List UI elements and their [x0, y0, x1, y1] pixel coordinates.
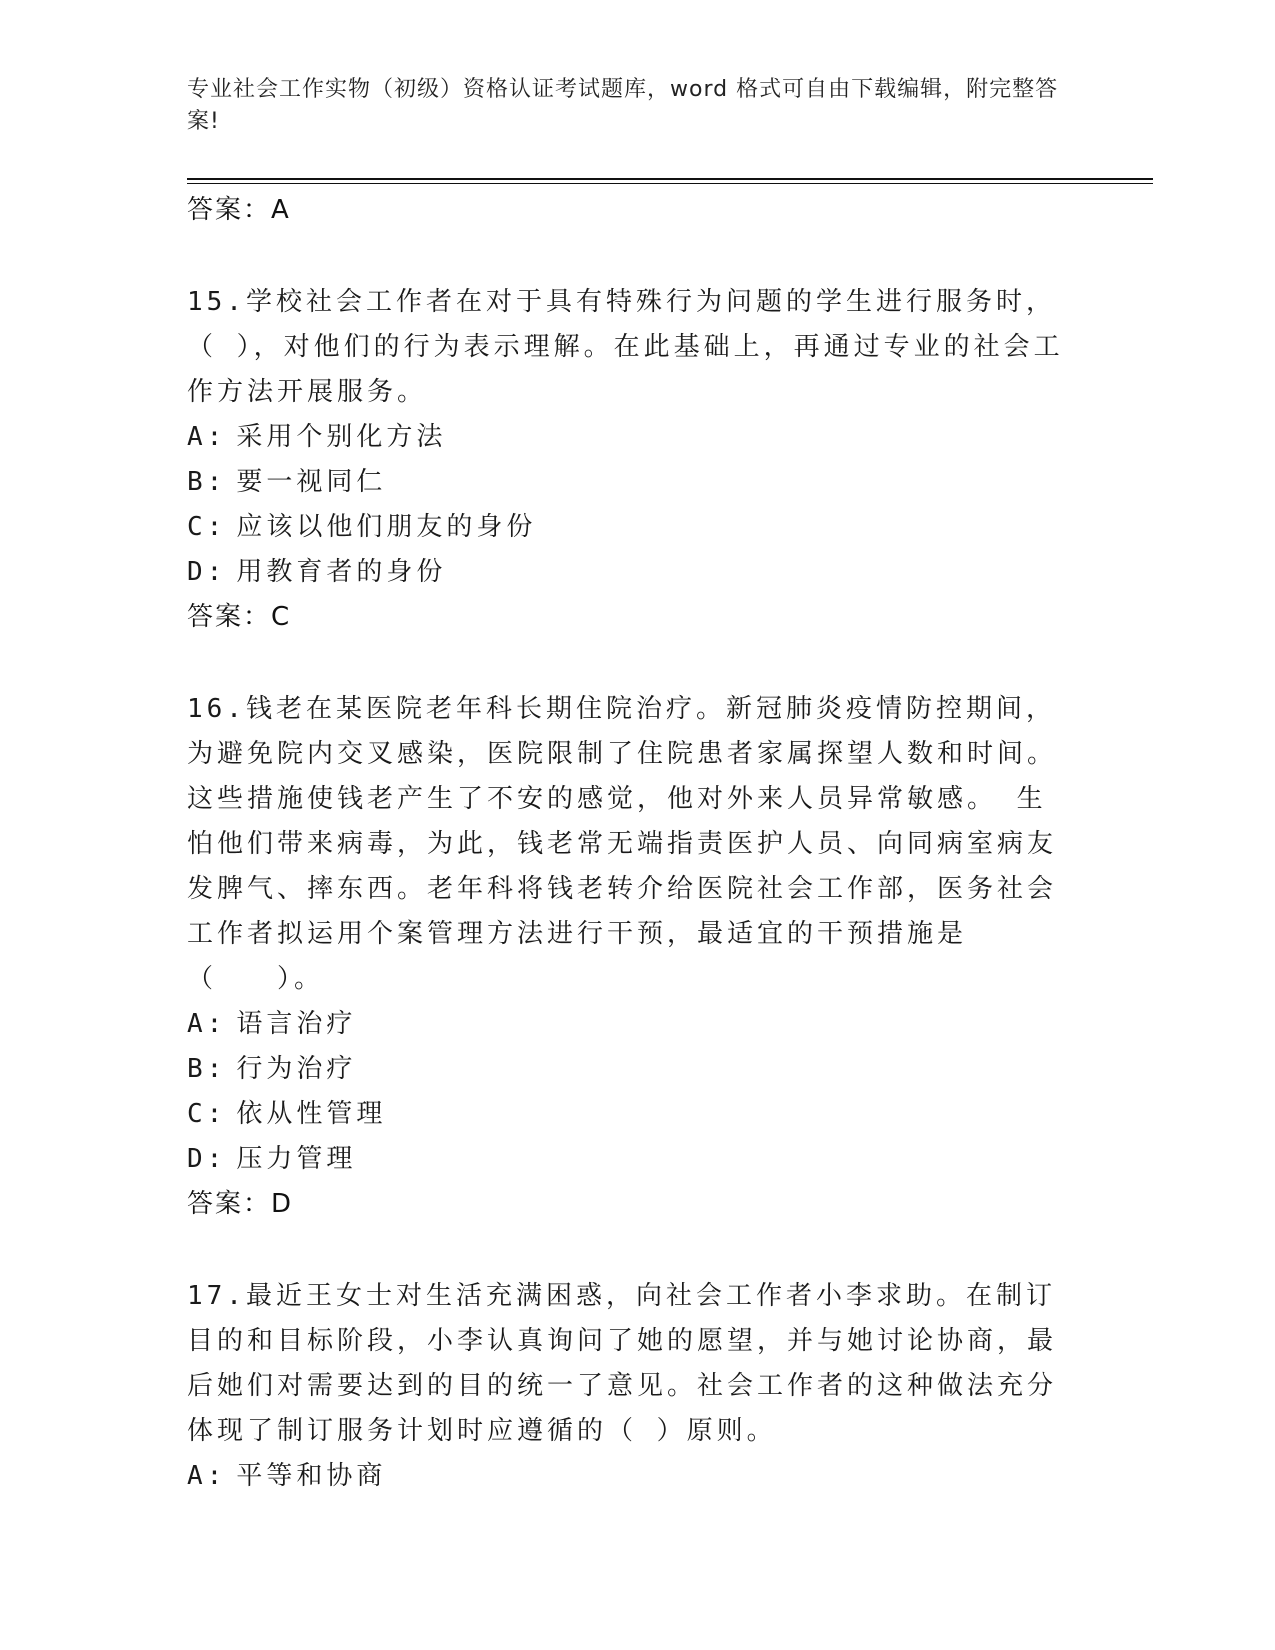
question-text: 16.钱老在某医院老年科长期住院治疗。新冠肺炎疫情防控期间，为避免院内交叉感染，医院限制了住院患者家属探望人数和时间。这些措施使钱老产生了不安的感觉，他对外来人员异常敏感。 生怕他们带来病毒，为此，钱老常无端指责医护人员、向同病室病友发脾气、摔东西。老年科将钱老转介给医院社会工作部，医务社会工作者拟运用个案管理方法进行干预，最适宜的干预措施是（ ）。 [187, 694, 1058, 994]
option-c [187, 1092, 1067, 1137]
option-a [187, 415, 1067, 460]
answer-line: 答案：A [187, 195, 291, 225]
question-block [187, 687, 1067, 1227]
page-header-title: 专业社会工作实物（初级）资格认证考试题库，word 格式可自由下载编辑，附完整答案! [187, 77, 1059, 134]
option-key: B: [187, 467, 227, 497]
question-block [187, 280, 1067, 640]
option-text: 采用个别化方法 [236, 422, 447, 452]
option-c [187, 505, 1067, 550]
header-divider-thin [187, 183, 1153, 184]
option-text: 行为治疗 [236, 1054, 357, 1084]
option-text: 应该以他们朋友的身份 [236, 512, 537, 542]
option-key: A: [187, 1009, 227, 1039]
question-text: 15.学校社会工作者在对于具有特殊行为问题的学生进行服务时，（ ），对他们的行为表示理解。在此基础上，再通过专业的社会工作方法开展服务。 [187, 287, 1064, 407]
question-text: 17.最近王女士对生活充满困惑，向社会工作者小李求助。在制订目的和目标阶段，小李认真询问了她的愿望，并与她讨论协商，最后她们对需要达到的目的统一了意见。社会工作者的这种做法充分体现了制订服务计划时应遵循的（ ）原则。 [187, 1281, 1058, 1446]
question-list [187, 188, 1067, 1499]
option-text: 依从性管理 [236, 1099, 387, 1129]
option-text: 用教育者的身份 [236, 557, 447, 587]
option-key: B: [187, 1054, 227, 1084]
option-text: 要一视同仁 [236, 467, 387, 497]
option-a [187, 1002, 1067, 1047]
answer-line: 答案：D [187, 1189, 294, 1219]
option-d [187, 1137, 1067, 1182]
option-key: C: [187, 1099, 227, 1129]
option-text: 平等和协商 [236, 1461, 387, 1491]
option-key: A: [187, 422, 227, 452]
option-text: 压力管理 [236, 1144, 357, 1174]
option-b [187, 460, 1067, 505]
option-key: D: [187, 1144, 227, 1174]
option-key: C: [187, 512, 227, 542]
question-block [187, 1274, 1067, 1499]
option-text: 语言治疗 [236, 1009, 357, 1039]
option-b [187, 1047, 1067, 1092]
option-key: D: [187, 557, 227, 587]
header-divider-thick [187, 178, 1153, 180]
option-d [187, 550, 1067, 595]
answer-line: 答案：C [187, 602, 292, 632]
option-a [187, 1454, 1067, 1499]
option-key: A: [187, 1461, 227, 1491]
